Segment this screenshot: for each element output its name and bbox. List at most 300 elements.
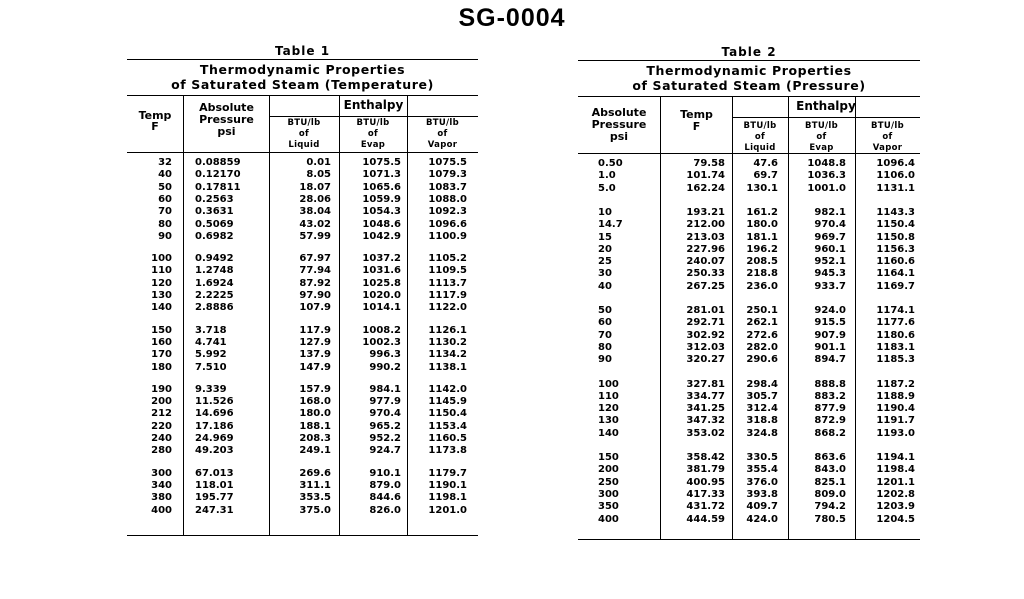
table-cell: 67.97 (299, 253, 331, 265)
table-cell: 1048.6 (362, 218, 401, 230)
table-cell: 2.8886 (195, 302, 234, 314)
table-cell: 952.1 (814, 256, 846, 268)
table-cell: 0.3631 (195, 206, 234, 218)
table-cell: 1138.1 (428, 361, 467, 373)
table-cell: 1193.0 (876, 427, 915, 439)
column-header-vapor: BTU/lb of Vapor (425, 118, 460, 150)
table-row (578, 451, 920, 464)
table-row (127, 252, 478, 265)
table-cell: 1174.1 (876, 305, 915, 316)
table-cell: 334.77 (686, 390, 725, 402)
table-cell: 247.31 (195, 504, 234, 516)
table-cell: 1059.9 (362, 193, 401, 205)
table-cell: 11.526 (195, 396, 234, 408)
table-cell: 1100.9 (428, 230, 467, 242)
table-cell: 844.6 (369, 492, 401, 504)
table-row (578, 206, 920, 219)
table-cell: 100 (151, 253, 172, 265)
table-cell: 130 (151, 290, 172, 301)
column-header-evap: BTU/lb of Evap (804, 121, 839, 153)
table-cell: 1142.0 (428, 383, 467, 395)
table-cell: 977.9 (369, 396, 401, 408)
table-row (578, 463, 920, 476)
table-row (578, 414, 920, 427)
table-cell: 1185.3 (876, 354, 915, 366)
table-row (127, 181, 478, 194)
table-row (578, 169, 920, 182)
table-cell: 1190.4 (876, 403, 915, 415)
table-cell: 117.9 (299, 324, 331, 336)
table-cell: 40 (598, 280, 612, 292)
table-cell: 353.5 (299, 492, 331, 504)
table-cell: 1020.0 (362, 290, 401, 301)
table-cell: 1106.0 (876, 170, 915, 182)
table-cell: 1201.1 (876, 476, 915, 488)
table-cell: 180.0 (299, 408, 331, 420)
table-cell: 1036.3 (807, 170, 846, 182)
table-cell: 150 (598, 452, 619, 463)
table-cell: 188.1 (299, 420, 331, 432)
table-row (578, 513, 920, 526)
table-cell: 1131.1 (876, 182, 915, 194)
table-cell: 250 (598, 476, 619, 488)
table-cell: 347.32 (686, 415, 725, 427)
table-cell: 431.72 (686, 501, 725, 513)
table-cell: 195.77 (195, 492, 234, 504)
table-header (578, 96, 920, 154)
table-cell: 50 (598, 305, 612, 316)
table-row (127, 264, 478, 277)
table-body (578, 154, 920, 540)
table-cell: 240 (151, 433, 172, 444)
column-group-enthalpy: Enthalpy (796, 99, 856, 113)
table-cell: 193.21 (686, 206, 725, 218)
table-cell: 883.2 (814, 390, 846, 402)
table-cell: 1173.8 (428, 445, 467, 457)
table-cell: 1150.4 (876, 219, 915, 231)
table-cell: 137.9 (299, 349, 331, 361)
table-title-line: Thermodynamic Properties (646, 63, 852, 78)
table-cell: 160 (151, 336, 172, 348)
table-cell: 877.9 (814, 403, 846, 415)
table-cell: 318.8 (746, 415, 778, 427)
table-cell: 1160.6 (876, 256, 915, 268)
table-row (578, 255, 920, 268)
table-cell: 915.5 (814, 317, 846, 329)
table-cell: 14.696 (195, 408, 234, 420)
table-cell: 110 (151, 265, 172, 277)
table-row (127, 277, 478, 290)
column-header-liquid: BTU/lb of Liquid (743, 121, 777, 153)
table-cell: 5.0 (598, 182, 616, 194)
table-cell: 24.969 (195, 433, 234, 444)
table-cell: 969.7 (814, 231, 846, 243)
table-cell: 30 (598, 268, 612, 280)
table-cell: 1075.5 (362, 157, 401, 168)
table-cell: 825.1 (814, 476, 846, 488)
table-row (578, 231, 920, 244)
table-cell: 1201.0 (428, 504, 467, 516)
table-row (127, 407, 478, 420)
table-cell: 227.96 (686, 243, 725, 255)
table-cell: 140 (598, 427, 619, 439)
table-cell: 0.6982 (195, 230, 234, 242)
table-cell: 960.1 (814, 243, 846, 255)
table-cell: 60 (598, 317, 612, 329)
table-cell: 1150.8 (876, 231, 915, 243)
table-cell: 1.6924 (195, 277, 234, 289)
table-row (578, 243, 920, 256)
column-header-liquid: BTU/lb of Liquid (287, 118, 321, 150)
table-cell: 90 (598, 354, 612, 366)
table-cell: 302.92 (686, 329, 725, 341)
table-cell: 320.27 (686, 354, 725, 366)
table-cell: 1109.5 (428, 265, 467, 277)
table-cell: 1105.2 (428, 253, 467, 265)
table-row (127, 479, 478, 492)
table-cell: 375.0 (299, 504, 331, 516)
table-cell: 170 (151, 349, 172, 361)
table-cell: 311.1 (299, 479, 331, 491)
table-cell: 1.2748 (195, 265, 234, 277)
table-cell: 1191.7 (876, 415, 915, 427)
table-cell: 330.5 (746, 452, 778, 463)
table-cell: 1031.6 (362, 265, 401, 277)
table-cell: 1190.1 (428, 479, 467, 491)
table-cell: 208.5 (746, 256, 778, 268)
table-cell: 1048.8 (807, 158, 846, 169)
table-cell: 1042.9 (362, 230, 401, 242)
table-cell: 312.4 (746, 403, 778, 415)
table-cell: 1126.1 (428, 324, 467, 336)
table-cell: 0.17811 (195, 181, 241, 193)
table-cell: 1014.1 (362, 302, 401, 314)
table-row (127, 504, 478, 517)
table-cell: 1153.4 (428, 420, 467, 432)
table-row (578, 329, 920, 342)
table-cell: 1037.2 (362, 253, 401, 265)
table-title (127, 60, 478, 95)
table-cell: 250.33 (686, 268, 725, 280)
table-cell: 25 (598, 256, 612, 268)
table-row (127, 348, 478, 361)
table-cell: 1.0 (598, 170, 616, 182)
table-cell: 872.9 (814, 415, 846, 427)
table-cell: 147.9 (299, 361, 331, 373)
table-cell: 17.186 (195, 420, 234, 432)
table-cell: 358.42 (686, 452, 725, 463)
table-cell: 1075.5 (428, 157, 467, 168)
table-row (127, 230, 478, 243)
table-cell: 249.1 (299, 445, 331, 457)
table-row (578, 182, 920, 195)
table-cell: 70 (158, 206, 172, 218)
table-cell: 212 (151, 408, 172, 420)
table-row (127, 491, 478, 504)
column-header-pressure: Absolute Pressure psi (591, 106, 647, 143)
table-cell: 280 (151, 445, 172, 457)
table-cell: 100 (598, 378, 619, 390)
table-cell: 157.9 (299, 383, 331, 395)
table-cell: 107.9 (299, 302, 331, 314)
table-row (127, 289, 478, 302)
table-cell: 212.00 (686, 219, 725, 231)
table-cell: 269.6 (299, 467, 331, 479)
table-cell: 863.6 (814, 452, 846, 463)
table-cell: 236.0 (746, 280, 778, 292)
table-cell: 168.0 (299, 396, 331, 408)
table-row (578, 500, 920, 513)
table-row (578, 341, 920, 354)
table-row (578, 476, 920, 489)
table-cell: 97.90 (299, 290, 331, 301)
table-cell: 1202.8 (876, 488, 915, 500)
table-cell: 0.9492 (195, 253, 234, 265)
table-row (578, 157, 920, 170)
table-cell: 1092.3 (428, 206, 467, 218)
table-cell: 1198.4 (876, 464, 915, 476)
table-cell: 393.8 (746, 488, 778, 500)
table-cell: 1088.0 (428, 193, 467, 205)
table-cell: 1177.6 (876, 317, 915, 329)
table-cell: 130.1 (746, 182, 778, 194)
table-cell: 130 (598, 415, 619, 427)
table-cell: 424.0 (746, 513, 778, 525)
table-cell: 1008.2 (362, 324, 401, 336)
table-cell: 120 (151, 277, 172, 289)
table-cell: 965.2 (369, 420, 401, 432)
table-cell: 1150.4 (428, 408, 467, 420)
table-cell: 77.94 (299, 265, 331, 277)
table-cell: 409.7 (746, 501, 778, 513)
table-cell: 196.2 (746, 243, 778, 255)
table-cell: 888.8 (814, 378, 846, 390)
table-row (578, 427, 920, 440)
table-cell: 910.1 (369, 467, 401, 479)
table-row (127, 467, 478, 480)
table-row (127, 420, 478, 433)
table-cell: 305.7 (746, 390, 778, 402)
table-cell: 1054.3 (362, 206, 401, 218)
table-cell: 20 (598, 243, 612, 255)
table-cell: 894.7 (814, 354, 846, 366)
table-cell: 1083.7 (428, 181, 467, 193)
table-cell: 50 (158, 181, 172, 193)
table-cell: 47.6 (753, 158, 778, 169)
table-title (578, 61, 920, 96)
table-cell: 843.0 (814, 464, 846, 476)
table-cell: 0.5069 (195, 218, 234, 230)
table-cell: 292.71 (686, 317, 725, 329)
table-row (578, 267, 920, 280)
table-cell: 2.2225 (195, 290, 234, 301)
table-cell: 161.2 (746, 206, 778, 218)
table-cell: 1143.3 (876, 206, 915, 218)
table-row (578, 378, 920, 391)
table-cell: 350 (598, 501, 619, 513)
table-row (578, 353, 920, 366)
table-cell: 907.9 (814, 329, 846, 341)
table-cell: 9.339 (195, 383, 227, 395)
table-cell: 1134.2 (428, 349, 467, 361)
column-header-evap: BTU/lb of Evap (356, 118, 390, 150)
table-body (127, 153, 478, 536)
table-cell: 40 (158, 169, 172, 181)
table-row (578, 218, 920, 231)
table-cell: 87.92 (299, 277, 331, 289)
steam-table-pressure (578, 45, 920, 540)
table-cell: 80 (598, 341, 612, 353)
table-row (578, 488, 920, 501)
table-cell: 924.7 (369, 445, 401, 457)
table-cell: 150 (151, 324, 172, 336)
table-cell: 4.741 (195, 336, 227, 348)
table-cell: 162.24 (686, 182, 725, 194)
table-cell: 200 (151, 396, 172, 408)
table-cell: 380 (151, 492, 172, 504)
table-cell: 28.06 (299, 193, 331, 205)
table-cell: 70 (598, 329, 612, 341)
table-cell: 181.1 (746, 231, 778, 243)
table-cell: 120 (598, 403, 619, 415)
table-cell: 780.5 (814, 513, 846, 525)
table-cell: 90 (158, 230, 172, 242)
table-header (127, 95, 478, 153)
table-row (127, 383, 478, 396)
table-cell: 118.01 (195, 479, 234, 491)
table-cell: 180.0 (746, 219, 778, 231)
table-cell: 1179.7 (428, 467, 467, 479)
table-cell: 218.8 (746, 268, 778, 280)
table-label: Table 1 (274, 44, 331, 58)
table-cell: 3.718 (195, 324, 227, 336)
table-cell: 18.07 (299, 181, 331, 193)
table-cell: 8.05 (306, 169, 331, 181)
table-cell: 0.12170 (195, 169, 241, 181)
table-row (127, 301, 478, 314)
table-cell: 1001.0 (807, 182, 846, 194)
column-header-pressure: Absolute Pressure psi (199, 101, 254, 138)
table-cell: 250.1 (746, 305, 778, 316)
steam-table-temperature (127, 44, 478, 536)
table-row (578, 390, 920, 403)
table-cell: 324.8 (746, 427, 778, 439)
table-title-line: of Saturated Steam (Pressure) (632, 78, 866, 93)
table-cell: 901.1 (814, 341, 846, 353)
table-cell: 298.4 (746, 378, 778, 390)
table-cell: 1117.9 (428, 290, 467, 301)
table-cell: 868.2 (814, 427, 846, 439)
table-title-line: of Saturated Steam (Temperature) (171, 77, 434, 92)
table-cell: 400 (598, 513, 619, 525)
table-cell: 60 (158, 193, 172, 205)
table-cell: 1122.0 (428, 302, 467, 314)
table-cell: 1145.9 (428, 396, 467, 408)
table-cell: 1079.3 (428, 169, 467, 181)
table-cell: 15 (598, 231, 612, 243)
table-row (127, 156, 478, 169)
table-cell: 1194.1 (876, 452, 915, 463)
table-cell: 1002.3 (362, 336, 401, 348)
table-cell: 1113.7 (428, 277, 467, 289)
table-cell: 190 (151, 383, 172, 395)
table-cell: 1096.4 (876, 158, 915, 169)
table-cell: 990.2 (369, 361, 401, 373)
table-cell: 0.08859 (195, 157, 241, 168)
table-cell: 1198.1 (428, 492, 467, 504)
table-cell: 879.0 (369, 479, 401, 491)
table-cell: 272.6 (746, 329, 778, 341)
table-cell: 340 (151, 479, 172, 491)
table-cell: 14.7 (598, 219, 623, 231)
table-cell: 1071.3 (362, 169, 401, 181)
table-cell: 924.0 (814, 305, 846, 316)
table-cell: 945.3 (814, 268, 846, 280)
table-label: Table 2 (721, 45, 777, 59)
table-cell: 38.04 (299, 206, 331, 218)
table-cell: 376.0 (746, 476, 778, 488)
table-cell: 110 (598, 390, 619, 402)
table-cell: 984.1 (369, 383, 401, 395)
table-cell: 996.3 (369, 349, 401, 361)
table-cell: 282.0 (746, 341, 778, 353)
table-cell: 300 (151, 467, 172, 479)
table-cell: 1160.5 (428, 433, 467, 444)
table-cell: 1065.6 (362, 181, 401, 193)
table-cell: 381.79 (686, 464, 725, 476)
table-cell: 0.2563 (195, 193, 234, 205)
table-row (127, 444, 478, 457)
table-row (578, 304, 920, 317)
table-cell: 220 (151, 420, 172, 432)
table-cell: 312.03 (686, 341, 725, 353)
table-cell: 262.1 (746, 317, 778, 329)
table-cell: 400 (151, 504, 172, 516)
table-cell: 80 (158, 218, 172, 230)
table-row (127, 336, 478, 349)
table-cell: 7.510 (195, 361, 227, 373)
table-row (127, 168, 478, 181)
table-cell: 1188.9 (876, 390, 915, 402)
table-cell: 1204.5 (876, 513, 915, 525)
table-cell: 267.25 (686, 280, 725, 292)
table-cell: 417.33 (686, 488, 725, 500)
column-header-temp: Temp F (680, 108, 713, 133)
table-cell: 32 (158, 157, 172, 168)
table-cell: 281.01 (686, 305, 725, 316)
table-cell: 0.50 (598, 158, 623, 169)
table-cell: 1180.6 (876, 329, 915, 341)
table-row (127, 205, 478, 218)
table-cell: 1025.8 (362, 277, 401, 289)
table-cell: 1169.7 (876, 280, 915, 292)
table-cell: 5.992 (195, 349, 227, 361)
table-cell: 982.1 (814, 206, 846, 218)
table-row (127, 324, 478, 337)
table-cell: 970.4 (814, 219, 846, 231)
table-cell: 10 (598, 206, 612, 218)
table-cell: 1156.3 (876, 243, 915, 255)
table-cell: 1203.9 (876, 501, 915, 513)
table-row (127, 218, 478, 231)
table-cell: 290.6 (746, 354, 778, 366)
table-cell: 794.2 (814, 501, 846, 513)
table-cell: 180 (151, 361, 172, 373)
table-cell: 444.59 (686, 513, 725, 525)
table-cell: 1187.2 (876, 378, 915, 390)
table-cell: 355.4 (746, 464, 778, 476)
table-cell: 933.7 (814, 280, 846, 292)
